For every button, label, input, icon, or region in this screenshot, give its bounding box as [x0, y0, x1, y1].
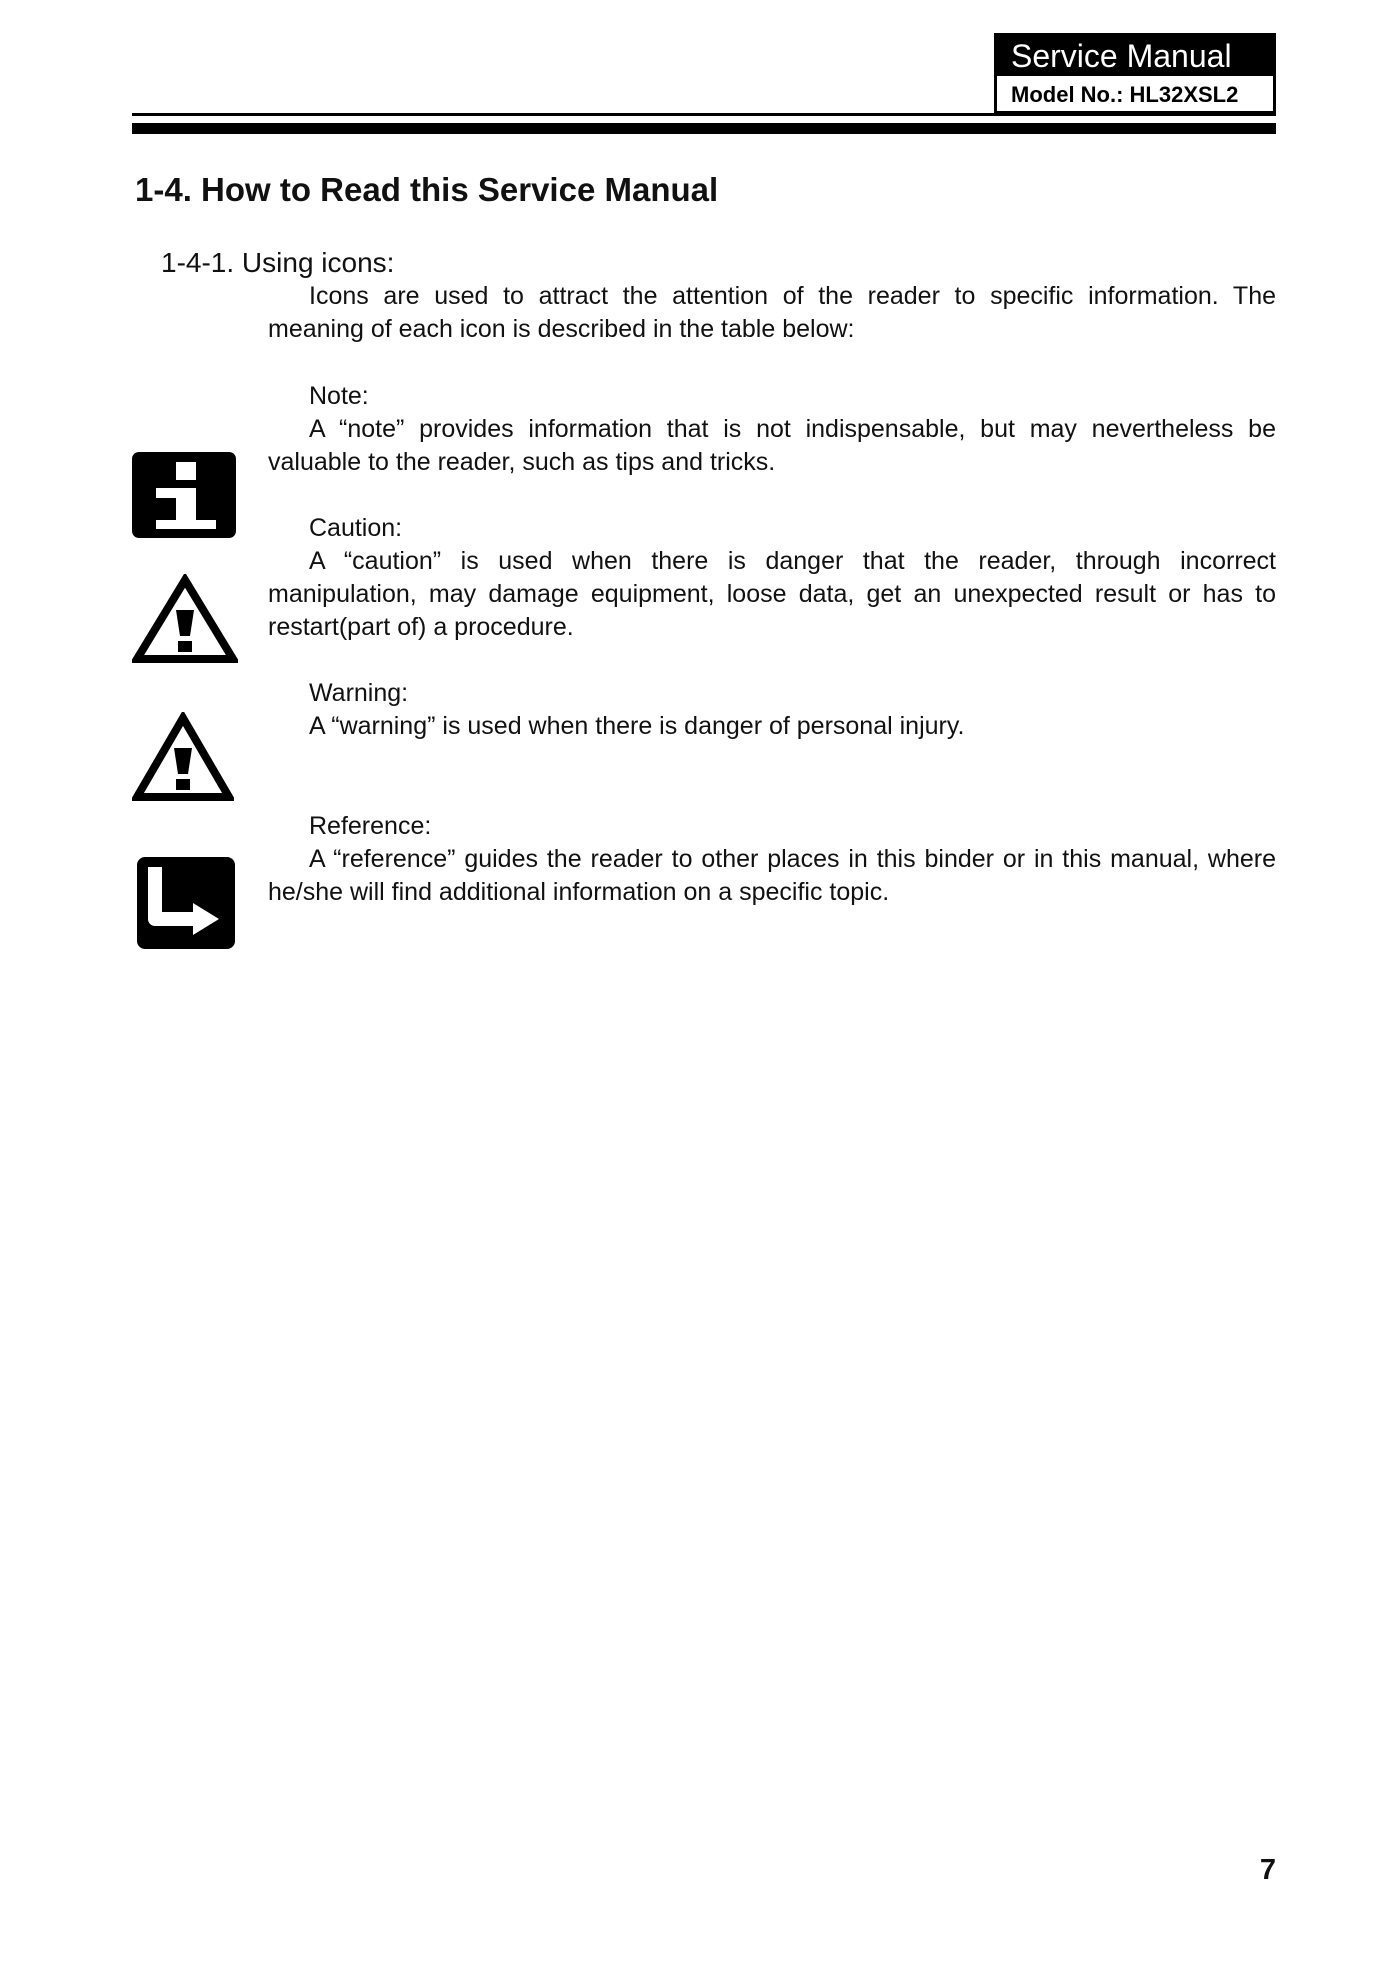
caution-warning-triangle-icon [132, 574, 238, 664]
caution-label: Caution: [309, 514, 403, 542]
reference-description: A “reference” guides the reader to other places in this binder or in this manual, where he/she will find additional information on a specific topic. [268, 845, 1276, 906]
warning-triangle-icon [132, 712, 234, 802]
header-title: Service Manual [997, 36, 1273, 76]
note-label: Note: [309, 382, 369, 410]
note-info-icon [132, 452, 236, 538]
warning-description: A “warning” is used when there is danger of personal injury. [309, 712, 965, 740]
header-rule-thin [132, 113, 1276, 116]
reference-label: Reference: [309, 812, 432, 840]
header-model-number: Model No.: HL32XSL2 [1011, 82, 1239, 107]
warning-label: Warning: [309, 679, 409, 707]
intro-paragraph: Icons are used to attract the attention of the reader to specific information. The meaning of each icon is described in the table below: [268, 282, 1276, 343]
subsection-title: 1-4-1. Using icons: [161, 247, 395, 278]
caution-description: A “caution” is used when there is danger that the reader, through incorrect manipulation, may damage equipment, loose data, get an unexpected result or has to restart(part of) a procedure. [268, 547, 1276, 641]
note-description: A “note” provides information that is not indispensable, but may nevertheless be valuable to the reader, such as tips and tricks. [268, 415, 1276, 476]
section-title: 1-4. How to Read this Service Manual [135, 171, 719, 208]
header-box [994, 33, 1276, 114]
header-rule-thick [132, 123, 1276, 134]
page-number: 7 [1259, 1854, 1276, 1886]
reference-arrow-icon [137, 857, 235, 949]
